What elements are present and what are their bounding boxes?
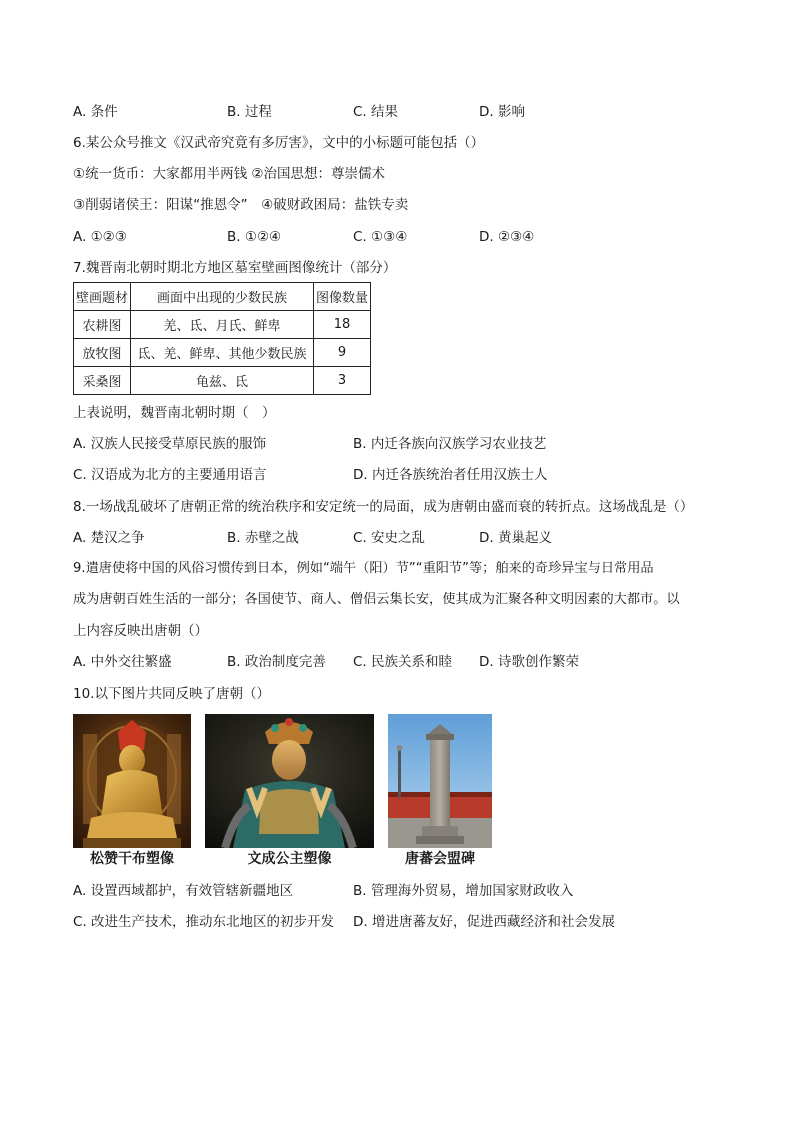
q10-option-c[interactable]: C. 改进生产技术，推动东北地区的初步开发 [73, 914, 335, 930]
q6-option-b[interactable]: B. ①②④ [227, 229, 282, 245]
table-cell: 农耕图 [74, 311, 131, 339]
q10-option-a[interactable]: A. 设置西域都护，有效管辖新疆地区 [73, 883, 294, 899]
q9-stem-line2: 成为唐朝百姓生活的一部分；各国使节、商人、僧侣云集长安，使其成为汇聚各种文明因素的大都市。以 [73, 592, 680, 607]
table-cell: 采桑图 [74, 367, 131, 395]
caption-tang-tibet-stele: 唐蕃会盟碑 [405, 851, 475, 867]
tang-tibet-alliance-stele-image [388, 714, 492, 848]
songtsen-gampo-statue-image [73, 714, 191, 848]
q6-stem: 6.某公众号推文《汉武帝究竟有多厉害》，文中的小标题可能包括（） [73, 135, 485, 151]
q8-stem: 8.一场战乱破坏了唐朝正常的统治秩序和安定统一的局面，成为唐朝由盛而衰的转折点。这场战乱是（） [73, 499, 694, 515]
q7-question: 上表说明，魏晋南北朝时期（ ） [73, 405, 276, 421]
table-cell: 放牧图 [74, 339, 131, 367]
table-cell: 龟兹、氐 [131, 367, 314, 395]
q9-stem-line3: 上内容反映出唐朝（） [73, 623, 208, 639]
table-header-cell: 画面中出现的少数民族 [131, 283, 314, 311]
q9-option-b[interactable]: B. 政治制度完善 [227, 654, 326, 670]
q9-stem-line1: 9.遣唐使将中国的风俗习惯传到日本，例如“端午（阳）节”“重阳节”等；舶来的奇珍异宝与日常用品 [73, 561, 654, 576]
table-cell: 3 [314, 367, 371, 395]
princess-wencheng-statue-image [205, 714, 374, 848]
table-cell: 18 [314, 311, 371, 339]
q6-items-line2: ③削弱诸侯王：阳谋“推恩令” ④破财政困局：盐铁专卖 [73, 197, 409, 213]
q5-option-a[interactable]: A. 条件 [73, 104, 118, 120]
table-row [74, 311, 371, 339]
table-cell: 羌、氐、月氏、鲜卑 [131, 311, 314, 339]
q10-option-b[interactable]: B. 管理海外贸易，增加国家财政收入 [353, 883, 574, 899]
table-header-row [74, 283, 371, 311]
q5-option-b[interactable]: B. 过程 [227, 104, 272, 120]
q7-option-b[interactable]: B. 内迁各族向汉族学习农业技艺 [353, 436, 547, 452]
q9-option-d[interactable]: D. 诗歌创作繁荣 [479, 654, 579, 670]
table-row [74, 339, 371, 367]
table-header-cell: 图像数量 [314, 283, 371, 311]
table-row [74, 367, 371, 395]
q6-items-line1: ①统一货币：大家都用半两钱 ②治国思想：尊崇儒术 [73, 166, 385, 182]
q9-option-c[interactable]: C. 民族关系和睦 [353, 654, 453, 670]
mural-statistics-table [73, 282, 371, 395]
q6-option-d[interactable]: D. ②③④ [479, 229, 535, 245]
q8-option-b[interactable]: B. 赤壁之战 [227, 530, 299, 546]
q8-option-a[interactable]: A. 楚汉之争 [73, 530, 145, 546]
q8-option-d[interactable]: D. 黄巢起义 [479, 530, 552, 546]
q6-option-a[interactable]: A. ①②③ [73, 229, 127, 245]
q8-option-c[interactable]: C. 安史之乱 [353, 530, 426, 546]
table-cell: 氐、羌、鲜卑、其他少数民族 [131, 339, 314, 367]
q5-option-d[interactable]: D. 影响 [479, 104, 525, 120]
q7-option-c[interactable]: C. 汉语成为北方的主要通用语言 [73, 467, 267, 483]
q10-stem: 10.以下图片共同反映了唐朝（） [73, 686, 270, 702]
q7-option-d[interactable]: D. 内迁各族统治者任用汉族士人 [353, 467, 548, 483]
table-header-cell: 壁画题材 [74, 283, 131, 311]
caption-songtsen-gampo: 松赞干布塑像 [90, 851, 174, 867]
q7-option-a[interactable]: A. 汉族人民接受草原民族的服饰 [73, 436, 267, 452]
q6-option-c[interactable]: C. ①③④ [353, 229, 408, 245]
q9-option-a[interactable]: A. 中外交往繁盛 [73, 654, 172, 670]
table-cell: 9 [314, 339, 371, 367]
q5-option-c[interactable]: C. 结果 [353, 104, 399, 120]
caption-princess-wencheng: 文成公主塑像 [247, 851, 332, 867]
q7-stem: 7.魏晋南北朝时期北方地区墓室壁画图像统计（部分） [73, 260, 397, 276]
q10-option-d[interactable]: D. 增进唐蕃友好，促进西藏经济和社会发展 [353, 914, 615, 930]
